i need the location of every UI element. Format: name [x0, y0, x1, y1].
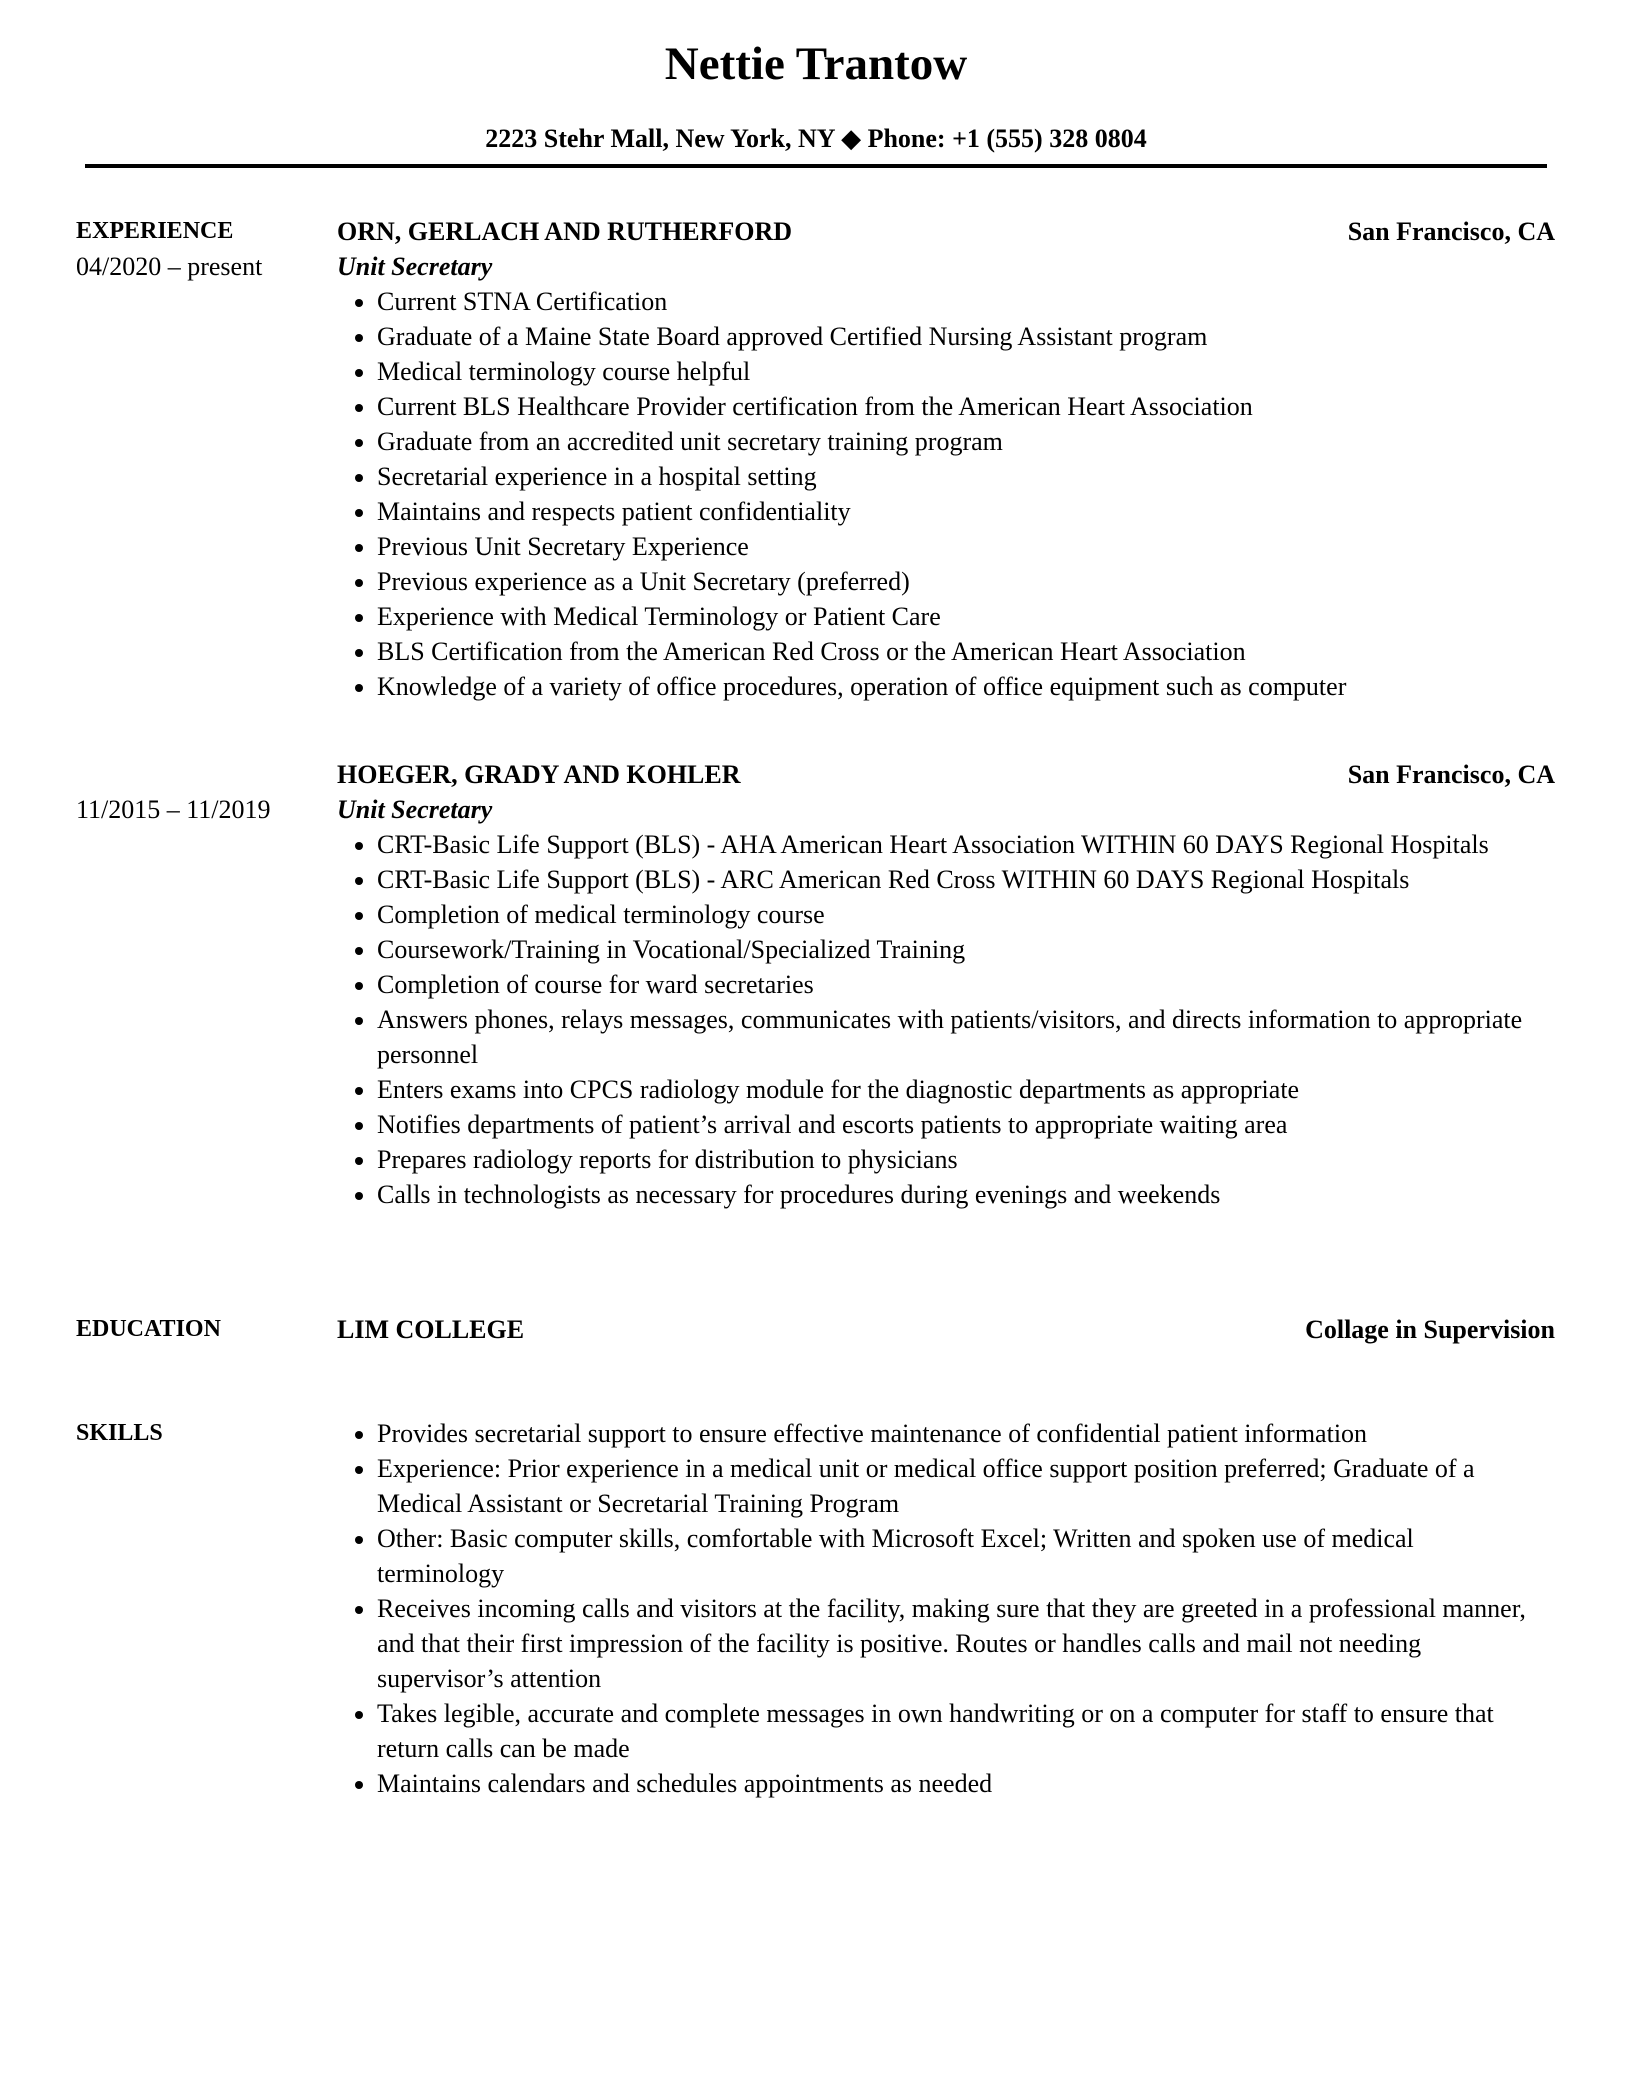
skills-bullets [337, 1416, 1537, 1801]
job-header [337, 757, 1555, 792]
school-name: LIM COLLEGE [337, 1315, 525, 1344]
education-header [337, 1312, 1555, 1347]
list-item: Completion of medical terminology course [377, 897, 1537, 932]
list-item: Graduate of a Maine State Board approved Certified Nursing Assistant program [377, 319, 1537, 354]
job-header [337, 214, 1555, 249]
company-name: HOEGER, GRADY AND KOHLER [337, 760, 741, 789]
list-item: Previous experience as a Unit Secretary (preferred) [377, 564, 1537, 599]
list-item: CRT-Basic Life Support (BLS) - AHA American Heart Association WITHIN 60 DAYS Regional Hospitals [377, 827, 1537, 862]
list-item: Prepares radiology reports for distribution to physicians [377, 1142, 1537, 1177]
list-item: Experience: Prior experience in a medical unit or medical office support position preferred; Graduate of a Medical Assistant or Secretarial Training Program [377, 1451, 1537, 1521]
list-item: BLS Certification from the American Red Cross or the American Heart Association [377, 634, 1537, 669]
list-item: Provides secretarial support to ensure effective maintenance of confidential patient information [377, 1416, 1537, 1451]
list-item: Medical terminology course helpful [377, 354, 1537, 389]
list-item: Other: Basic computer skills, comfortable with Microsoft Excel; Written and spoken use of medical terminology [377, 1521, 1537, 1591]
degree: Collage in Supervision [1305, 1315, 1555, 1344]
list-item: Maintains and respects patient confidentiality [377, 494, 1537, 529]
job-location: San Francisco, CA [1347, 760, 1555, 789]
list-item: Answers phones, relays messages, communicates with patients/visitors, and directs information to appropriate personnel [377, 1002, 1537, 1072]
list-item: CRT-Basic Life Support (BLS) - ARC American Red Cross WITHIN 60 DAYS Regional Hospitals [377, 862, 1537, 897]
candidate-name: Nettie Trantow [664, 38, 968, 90]
list-item: Graduate from an accredited unit secretary training program [377, 424, 1537, 459]
job-bullets [337, 827, 1537, 1212]
list-item: Secretarial experience in a hospital setting [377, 459, 1537, 494]
list-item: Receives incoming calls and visitors at the facility, making sure that they are greeted in a professional manner, and that their first impression of the facility is positive. Routes or handles calls and mail not needing supervisor’s attention [377, 1591, 1537, 1696]
list-item: Current STNA Certification [377, 284, 1537, 319]
job-title: Unit Secretary [337, 795, 493, 824]
company-name: ORN, GERLACH AND RUTHERFORD [337, 217, 793, 246]
section-label-education: EDUCATION [76, 1316, 221, 1342]
list-item: Completion of course for ward secretaries [377, 967, 1537, 1002]
job-title: Unit Secretary [337, 252, 493, 281]
list-item: Experience with Medical Terminology or Patient Care [377, 599, 1537, 634]
job-location: San Francisco, CA [1347, 217, 1555, 246]
header-divider [85, 164, 1547, 168]
job-dates: 04/2020 – present [76, 252, 263, 281]
list-item: Maintains calendars and schedules appointments as needed [377, 1766, 1537, 1801]
list-item: Notifies departments of patient’s arrival and escorts patients to appropriate waiting area [377, 1107, 1537, 1142]
list-item: Enters exams into CPCS radiology module for the diagnostic departments as appropriate [377, 1072, 1537, 1107]
list-item: Current BLS Healthcare Provider certification from the American Heart Association [377, 389, 1537, 424]
list-item: Takes legible, accurate and complete messages in own handwriting or on a computer for staff to ensure that return calls can be made [377, 1696, 1537, 1766]
contact-info: 2223 Stehr Mall, New York, NY ◆ Phone: +1 (555) 328 0804 [485, 124, 1147, 153]
list-item: Previous Unit Secretary Experience [377, 529, 1537, 564]
job-dates: 11/2015 – 11/2019 [76, 795, 271, 824]
list-item: Coursework/Training in Vocational/Specialized Training [377, 932, 1537, 967]
job-bullets [337, 284, 1537, 704]
list-item: Calls in technologists as necessary for procedures during evenings and weekends [377, 1177, 1537, 1212]
section-label-experience: EXPERIENCE [76, 218, 234, 244]
list-item: Knowledge of a variety of office procedures, operation of office equipment such as computer [377, 669, 1537, 704]
section-label-skills: SKILLS [76, 1420, 163, 1446]
